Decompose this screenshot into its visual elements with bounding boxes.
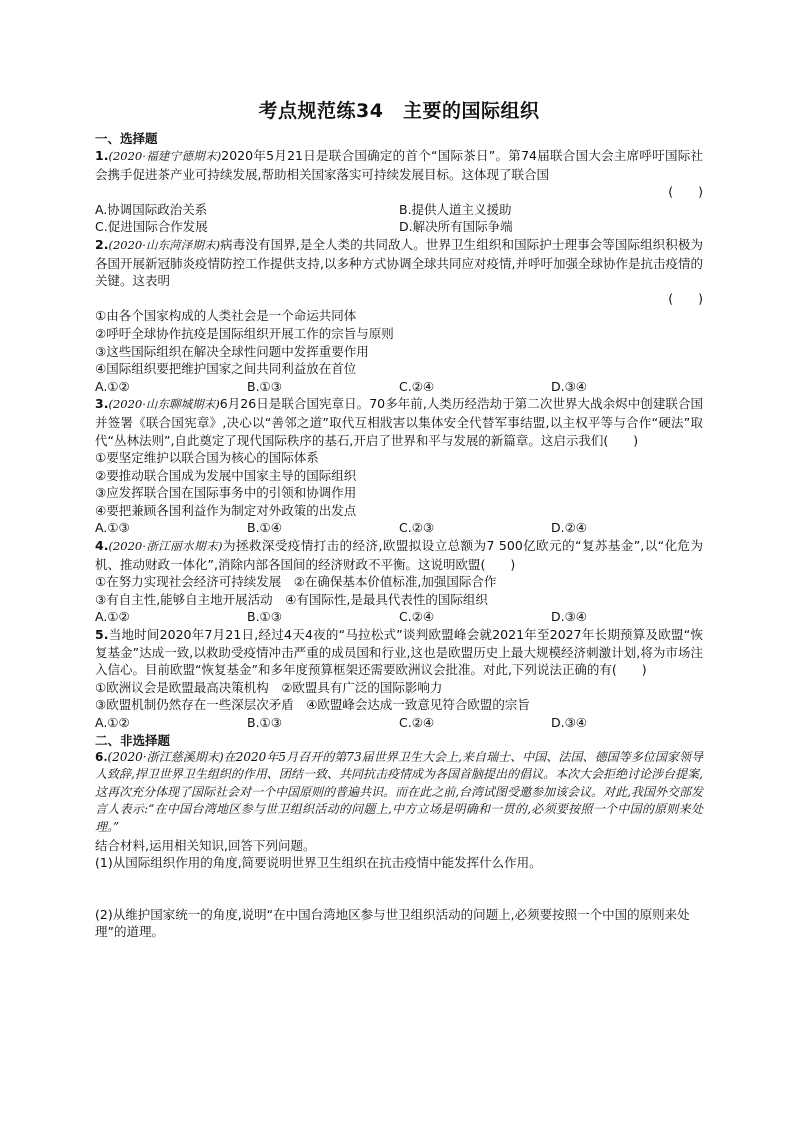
- statement-item: ①在努力实现社会经济可持续发展 ②在确保基本价值标准,加强国际合作: [95, 574, 497, 590]
- sub-question-2: (2)从维护国家统一的角度,说明“在中国台湾地区参与世卫组织活动的问题上,必须要按照一个中国的原则来处理”的道理。: [95, 906, 690, 940]
- option-d: D.③④: [551, 378, 588, 394]
- question-5-stem: 5.当地时间2020年7月21日,经过4天4夜的“马拉松式”谈判欧盟峰会就2021年至2027年长期预算及欧盟“恢复基金”达成一致,以救助受疫情冲击严重的成员国和行业,这也是欧盟历史上最大规模经济刺激计划,将为市场注入信心。目前欧盟“恢复基金”和多年度预算框架还需要欧洲议会批准。对此,下列说法正确的有( ): [95, 627, 703, 678]
- option-d: D.②④: [551, 520, 588, 536]
- option-d: D.③④: [551, 609, 588, 625]
- question-source: (2020·福建宁德期末): [108, 149, 222, 163]
- option-c: C.促进国际合作发展: [95, 219, 208, 235]
- statement-item: ③欧盟机制仍然存在一些深层次矛盾 ④欧盟峰会达成一致意见符合欧盟的宗旨: [95, 697, 530, 713]
- question-2-stem: 2.(2020·山东菏泽期末)病毒没有国界,是全人类的共同敌人。世界卫生组织和国际护士理事会等国际组织积极为各国开展新冠肺炎疫情防控工作提供支持,以多种方式协调全球共同应对疫情,并呼吁加强全球协作是抗击疫情的关键。这表明: [95, 236, 703, 289]
- option-b: B.提供人道主义援助: [399, 201, 512, 217]
- options-row: [95, 608, 703, 626]
- question-number: 2: [95, 236, 104, 252]
- question-2: [95, 236, 703, 395]
- question-number: 5: [95, 627, 104, 643]
- question-source: (2020·浙江丽水期末): [108, 539, 223, 554]
- option-c: C.②③: [399, 520, 435, 536]
- option-a: A.协调国际政治关系: [95, 201, 208, 217]
- statement-item: ③有自主性,能够自主地开展活动 ④有国际性,是最具代表性的国际组织: [95, 591, 488, 607]
- question-1-stem: 1.(2020·福建宁德期末)2020年5月21日是联合国确定的首个“国际茶日”。第74届联合国大会主席呼吁国际社会携手促进茶产业可持续发展,帮助相关国家落实可持续发展目标。这体现了联合国: [95, 148, 703, 182]
- options-row: [95, 201, 703, 219]
- question-source: (2020·山东菏泽期末): [108, 237, 221, 252]
- option-b: B.①③: [247, 609, 282, 625]
- option-a: A.①②: [95, 378, 130, 394]
- options-row: [95, 519, 703, 537]
- question-4-stem: 4.(2020·浙江丽水期末)为拯救深受疫情打击的经济,欧盟拟设立总额为7 500亿欧元的“复苏基金”,以“化危为机、推动财政一体化”,消除内部各国间的经济财政不平衡。这说明欧盟( ): [95, 538, 703, 572]
- question-1: [95, 147, 703, 236]
- question-3-stem: 3.(2020·山东聊城期末)6月26日是联合国宪章日。70多年前,人类历经浩劫于第二次世界大战余烬中创建联合国并签署《联合国宪章》,决心以“善邻之道”取代互相戕害以集体安全代替军事结盟,以主权平等与合作“硬法”取代“丛林法则”,自此奠定了现代国际秩序的基石,开启了世界和平与发展的新篇章。这启示我们( ): [95, 396, 703, 448]
- statement-item: ②呼吁全球协作抗疫是国际组织开展工作的宗旨与原则: [95, 325, 394, 341]
- statement-item: ①欧洲议会是欧盟最高决策机构 ②欧盟具有广泛的国际影响力: [95, 679, 443, 695]
- option-a: A.①②: [95, 715, 130, 730]
- question-text: 2020年5月21日是联合国确定的首个“国际茶日”。第74届联合国大会主席呼吁国际社会携手促进茶产业可持续发展,帮助相关国家落实可持续发展目标。这体现了联合国: [95, 148, 703, 182]
- question-text: 为拯救深受疫情打击的经济,欧盟拟设立总额为7 500亿欧元的“复苏基金”,以“化危为机、推动财政一体化”,消除内部各国间的经济财政不平衡。这说明欧盟( ): [95, 538, 703, 572]
- answer-paren: ( ): [668, 290, 703, 306]
- question-6: [95, 749, 703, 941]
- material-text: 在2020年5月召开的第73届世界卫生大会上,来自瑞士、中国、法国、德国等多位国家领导人致辞,捍卫世界卫生组织的作用、团结一致、共同抗击疫情成为各国首脑提出的倡议。本次大会拒绝讨论涉台提案,这再次充分体现了国际社会对一个中国原则的普遍共识。而在此之前,台湾试图受邀参加该会议。对此,我国外交部发言人表示:“在中国台湾地区参与世卫组织活动的问题上,中方立场是明确和一贯的,必须要按照一个中国的原则来处理。”: [95, 749, 703, 834]
- statement-item: ③应发挥联合国在国际事务中的引领和协调作用: [95, 485, 357, 501]
- question-number: 4: [95, 538, 104, 554]
- question-4: [95, 537, 703, 626]
- section-heading-open: 二、非选择题: [95, 732, 171, 748]
- question-text: 当地时间2020年7月21日,经过4天4夜的“马拉松式”谈判欧盟峰会就2021年至2027年长期预算及欧盟“恢复基金”达成一致,以救助受疫情冲击严重的成员国和行业,这也是欧盟历史上最大规模经济刺激计划,将为市场注入信心。目前欧盟“恢复基金”和多年度预算框架还需要欧洲议会批准。对此,下列说法正确的有( ): [95, 627, 703, 678]
- statement-item: ②要推动联合国成为发展中国家主导的国际组织: [95, 467, 357, 483]
- statement-item: ④国际组织要把维护国家之间共同利益放在首位: [95, 361, 357, 377]
- options-row: [95, 218, 703, 236]
- option-a: A.①②: [95, 609, 130, 625]
- question-number: 1: [95, 148, 104, 163]
- option-a: A.①③: [95, 520, 130, 536]
- option-c: C.②④: [399, 715, 435, 730]
- question-text: 病毒没有国界,是全人类的共同敌人。世界卫生组织和国际护士理事会等国际组织积极为各国开展新冠肺炎疫情防控工作提供支持,以多种方式协调全球共同应对疫情,并呼吁加强全球协作是抗击疫情的关键。这表明: [95, 236, 703, 289]
- option-d: D.解决所有国际争端: [399, 219, 513, 235]
- option-b: B.①③: [247, 378, 282, 394]
- answer-space: [95, 872, 703, 906]
- question-instruction: 结合材料,运用相关知识,回答下列问题。: [95, 837, 316, 853]
- statement-item: ①要坚定维护以联合国为核心的国际体系: [95, 450, 319, 466]
- question-3: [95, 395, 703, 537]
- options-row: [95, 714, 703, 732]
- statement-item: ④要把兼顾各国利益作为制定对外政策的出发点: [95, 502, 357, 518]
- statement-item: ①由各个国家构成的人类社会是一个命运共同体: [95, 308, 357, 324]
- statement-item: ③这些国际组织在解决全球性问题中发挥重要作用: [95, 343, 369, 359]
- option-c: C.②④: [399, 609, 435, 625]
- sub-question-1: (1)从国际组织作用的角度,简要说明世界卫生组织在抗击疫情中能发挥什么作用。: [95, 855, 542, 871]
- option-c: C.②④: [399, 378, 435, 394]
- option-b: B.①③: [247, 715, 282, 730]
- question-source: (2020·山东聊城期末): [108, 397, 220, 412]
- section-heading-choice: 一、选择题: [95, 131, 158, 146]
- option-d: D.③④: [551, 715, 588, 730]
- question-number: 6: [95, 749, 104, 764]
- answer-paren: ( ): [668, 184, 703, 200]
- question-5: [95, 626, 703, 732]
- document-page: [95, 98, 703, 941]
- options-row: [95, 378, 703, 396]
- page-title: 考点规范练34 主要的国际组织: [258, 100, 540, 122]
- question-source: (2020·浙江慈溪期末): [107, 749, 224, 764]
- question-text: 6月26日是联合国宪章日。70多年前,人类历经浩劫于第二次世界大战余烬中创建联合国并签署《联合国宪章》,决心以“善邻之道”取代互相戕害以集体安全代替军事结盟,以主权平等与合作“硬法”取代“丛林法则”,自此奠定了现代国际秩序的基石,开启了世界和平与发展的新篇章。这启示我们( ): [95, 396, 703, 448]
- option-b: B.①④: [247, 520, 282, 536]
- question-number: 3: [95, 396, 104, 412]
- question-6-material: 6.(2020·浙江慈溪期末)在2020年5月召开的第73届世界卫生大会上,来自瑞士、中国、法国、德国等多位国家领导人致辞,捍卫世界卫生组织的作用、团结一致、共同抗击疫情成为各国首脑提出的倡议。本次大会拒绝讨论涉台提案,这再次充分体现了国际社会对一个中国原则的普遍共识。而在此之前,台湾试图受邀参加该会议。对此,我国外交部发言人表示:“在中国台湾地区参与世卫组织活动的问题上,中方立场是明确和一贯的,必须要按照一个中国的原则来处理。”: [95, 749, 703, 834]
